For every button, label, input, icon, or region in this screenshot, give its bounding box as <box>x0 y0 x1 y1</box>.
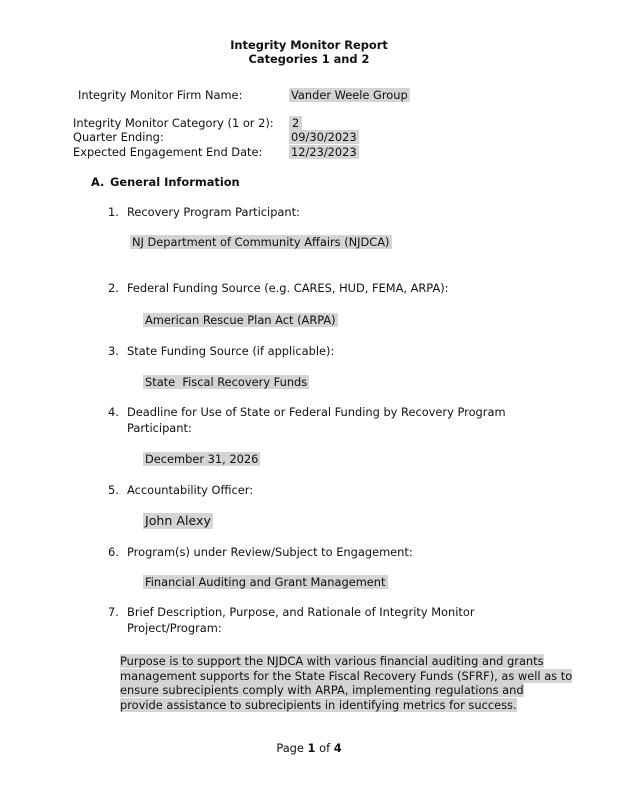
quarter-ending-label: Quarter Ending: <box>73 130 164 144</box>
answer-accountability-officer: John Alexy <box>145 513 211 528</box>
firm-name-value: Vander Weele Group <box>291 88 408 102</box>
question-accountability-officer: Accountability Officer: <box>127 483 254 497</box>
item-number: 1. <box>108 205 119 219</box>
report-subtitle: Categories 1 and 2 <box>248 52 370 66</box>
item-number: 4. <box>108 405 119 419</box>
answer-description-line: management supports for the State Fiscal Recovery Funds (SFRF), as well as to <box>120 668 573 683</box>
category-value: 2 <box>289 116 302 130</box>
category-label: Integrity Monitor Category (1 or 2): <box>73 116 274 130</box>
item-number: 2. <box>108 281 119 295</box>
answer-programs-under-review: Financial Auditing and Grant Management <box>145 575 386 589</box>
answer-description-line: Purpose is to support the NJDCA with various financial auditing and grants <box>120 654 544 668</box>
section-a-marker: A. <box>91 175 105 189</box>
question-federal-funding: Federal Funding Source (e.g. CARES, HUD, FEMA, ARPA): <box>127 281 449 295</box>
question-recovery-participant: Recovery Program Participant: <box>127 205 300 219</box>
question-funding-deadline-line1: Deadline for Use of State or Federal Funding by Recovery Program <box>127 405 506 419</box>
item-number: 5. <box>108 483 119 497</box>
answer-funding-deadline: December 31, 2026 <box>145 452 259 466</box>
question-description-line1: Brief Description, Purpose, and Rationale of Integrity Monitor <box>127 605 475 619</box>
question-programs-under-review: Program(s) under Review/Subject to Engagement: <box>127 545 413 559</box>
answer-federal-funding: American Rescue Plan Act (ARPA) <box>145 313 336 327</box>
section-a-heading: General Information <box>110 175 240 189</box>
page-number: Page 1 of 4 <box>276 741 342 755</box>
answer-state-funding: State Fiscal Recovery Funds <box>145 375 308 389</box>
end-date-value: 12/23/2023 <box>291 145 357 159</box>
question-funding-deadline-line2: Participant: <box>127 421 192 435</box>
report-title: Integrity Monitor Report <box>230 38 388 52</box>
answer-description <box>120 654 573 712</box>
end-date-label: Expected Engagement End Date: <box>73 145 263 159</box>
item-number: 7. <box>108 605 119 619</box>
question-state-funding: State Funding Source (if applicable): <box>127 344 335 358</box>
answer-description-line: ensure subrecipients comply with ARPA, implementing regulations and <box>120 683 524 698</box>
answer-description-line: provide assistance to subrecipients in identifying metrics for success. <box>120 697 517 712</box>
answer-recovery-participant: NJ Department of Community Affairs (NJDCA) <box>132 235 390 249</box>
question-description-line2: Project/Program: <box>127 621 222 635</box>
quarter-ending-value: 09/30/2023 <box>291 130 357 144</box>
item-number: 3. <box>108 344 119 358</box>
item-number: 6. <box>108 545 119 559</box>
firm-name-label: Integrity Monitor Firm Name: <box>78 88 243 102</box>
